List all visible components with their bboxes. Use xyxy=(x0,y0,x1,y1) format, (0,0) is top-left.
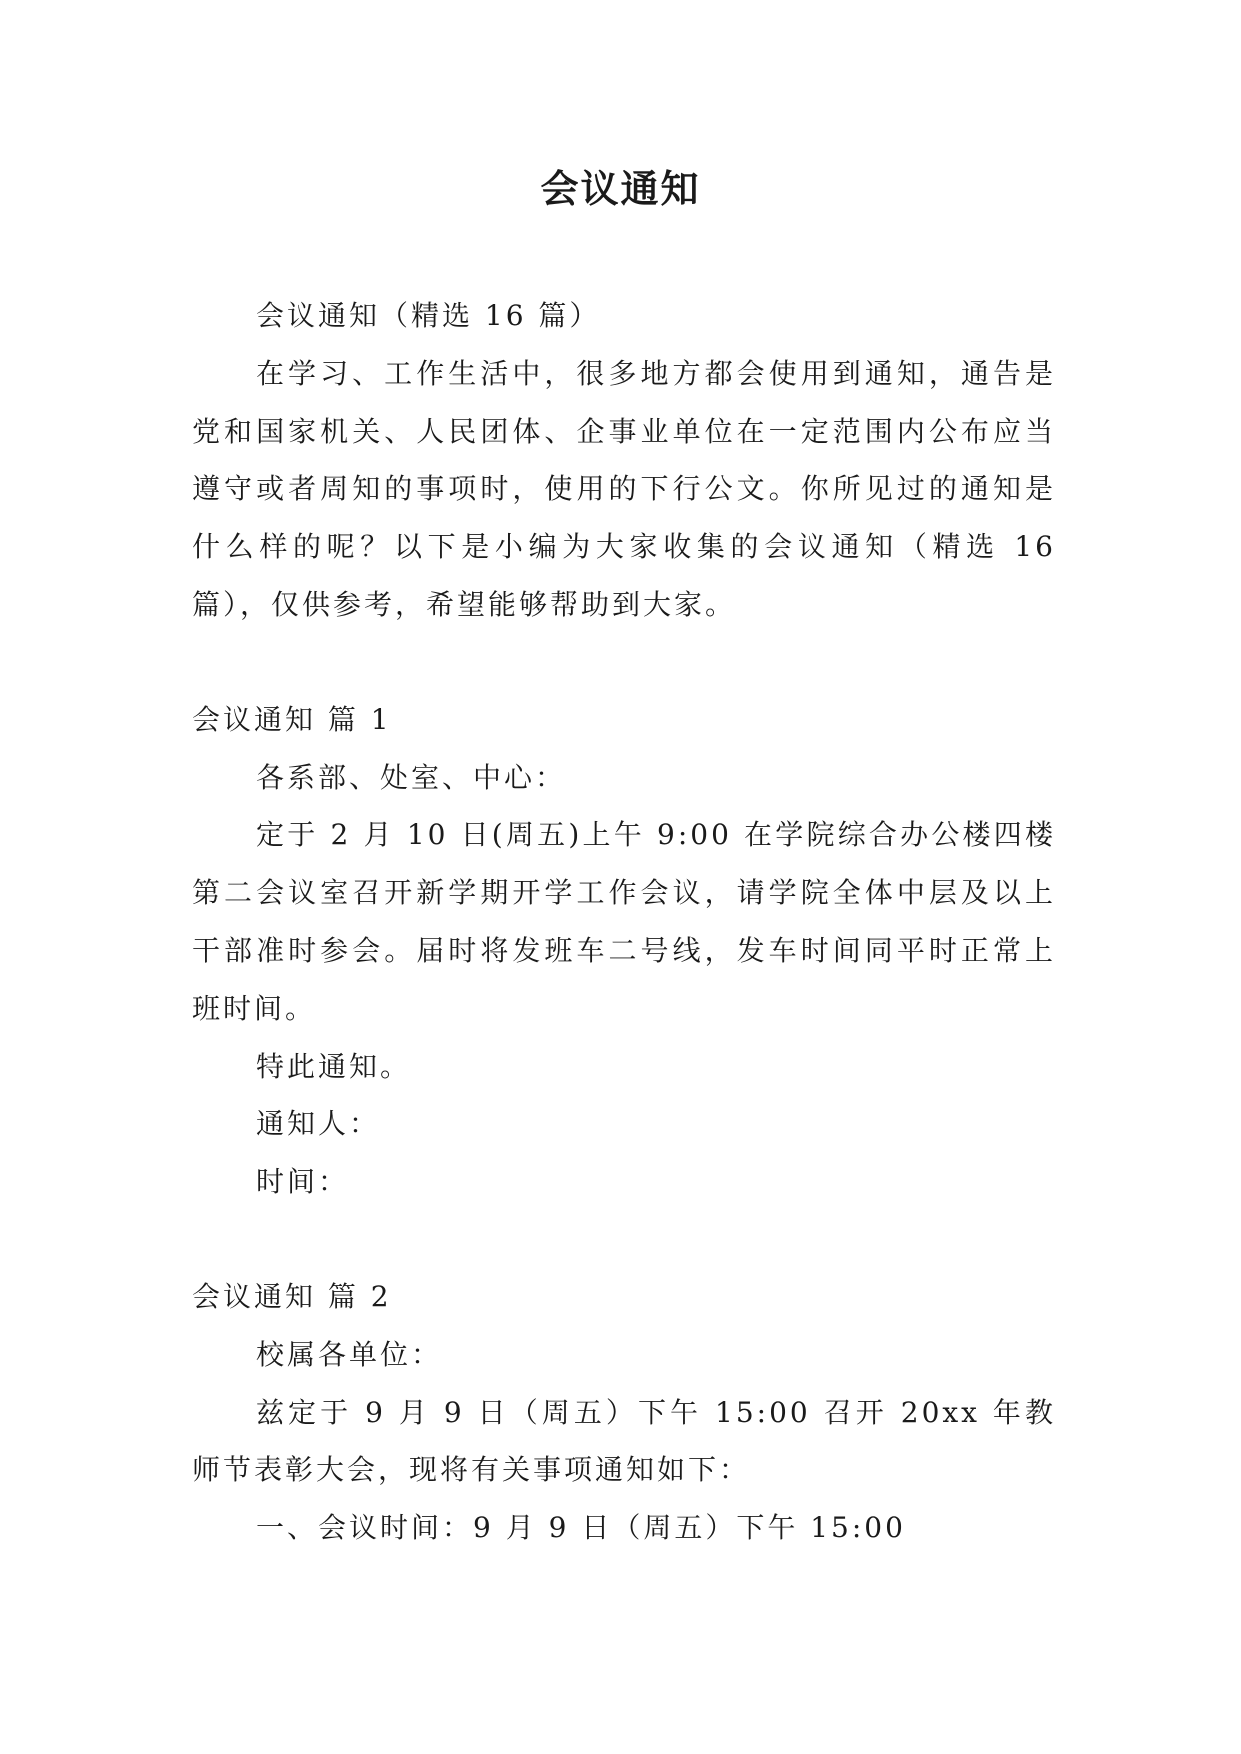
section-1-closing: 特此通知。 xyxy=(256,1049,412,1083)
section-1-heading: 会议通知 篇 1 xyxy=(192,702,392,736)
section-2-heading: 会议通知 篇 2 xyxy=(192,1279,392,1313)
section-1-time: 时间： xyxy=(256,1165,350,1199)
document-body xyxy=(192,287,1056,1557)
section-2-addressee: 校属各单位： xyxy=(256,1337,443,1371)
intro-heading: 会议通知（精选 16 篇） xyxy=(256,299,601,332)
section-1-body: 定于 2 月 10 日(周五)上午 9:00 在学院综合办公楼四楼第二会议室召开新学期开学工作会议，请学院全体中层及以上干部准时参会。届时将发班车二号线，发车时间同平时正常上班时间。 xyxy=(192,818,1056,1025)
section-2-item-1: 一、会议时间：9 月 9 日（周五）下午 15:00 xyxy=(256,1511,906,1545)
intro-paragraph: 在学习、工作生活中，很多地方都会使用到通知，通告是党和国家机关、人民团体、企事业单位在一定范围内公布应当遵守或者周知的事项时，使用的下行公文。你所见过的通知是什么样的呢？以下是小编为大家收集的会议通知（精选 16 篇），仅供参考，希望能够帮助到大家。 xyxy=(192,356,1056,621)
document-title: 会议通知 xyxy=(540,167,701,211)
section-1-notifier: 通知人： xyxy=(256,1107,381,1141)
section-2-body: 兹定于 9 月 9 日（周五）下午 15:00 召开 20xx 年教师节表彰大会，现将有关事项通知如下： xyxy=(192,1395,1056,1487)
section-1-addressee: 各系部、处室、中心： xyxy=(256,760,567,794)
